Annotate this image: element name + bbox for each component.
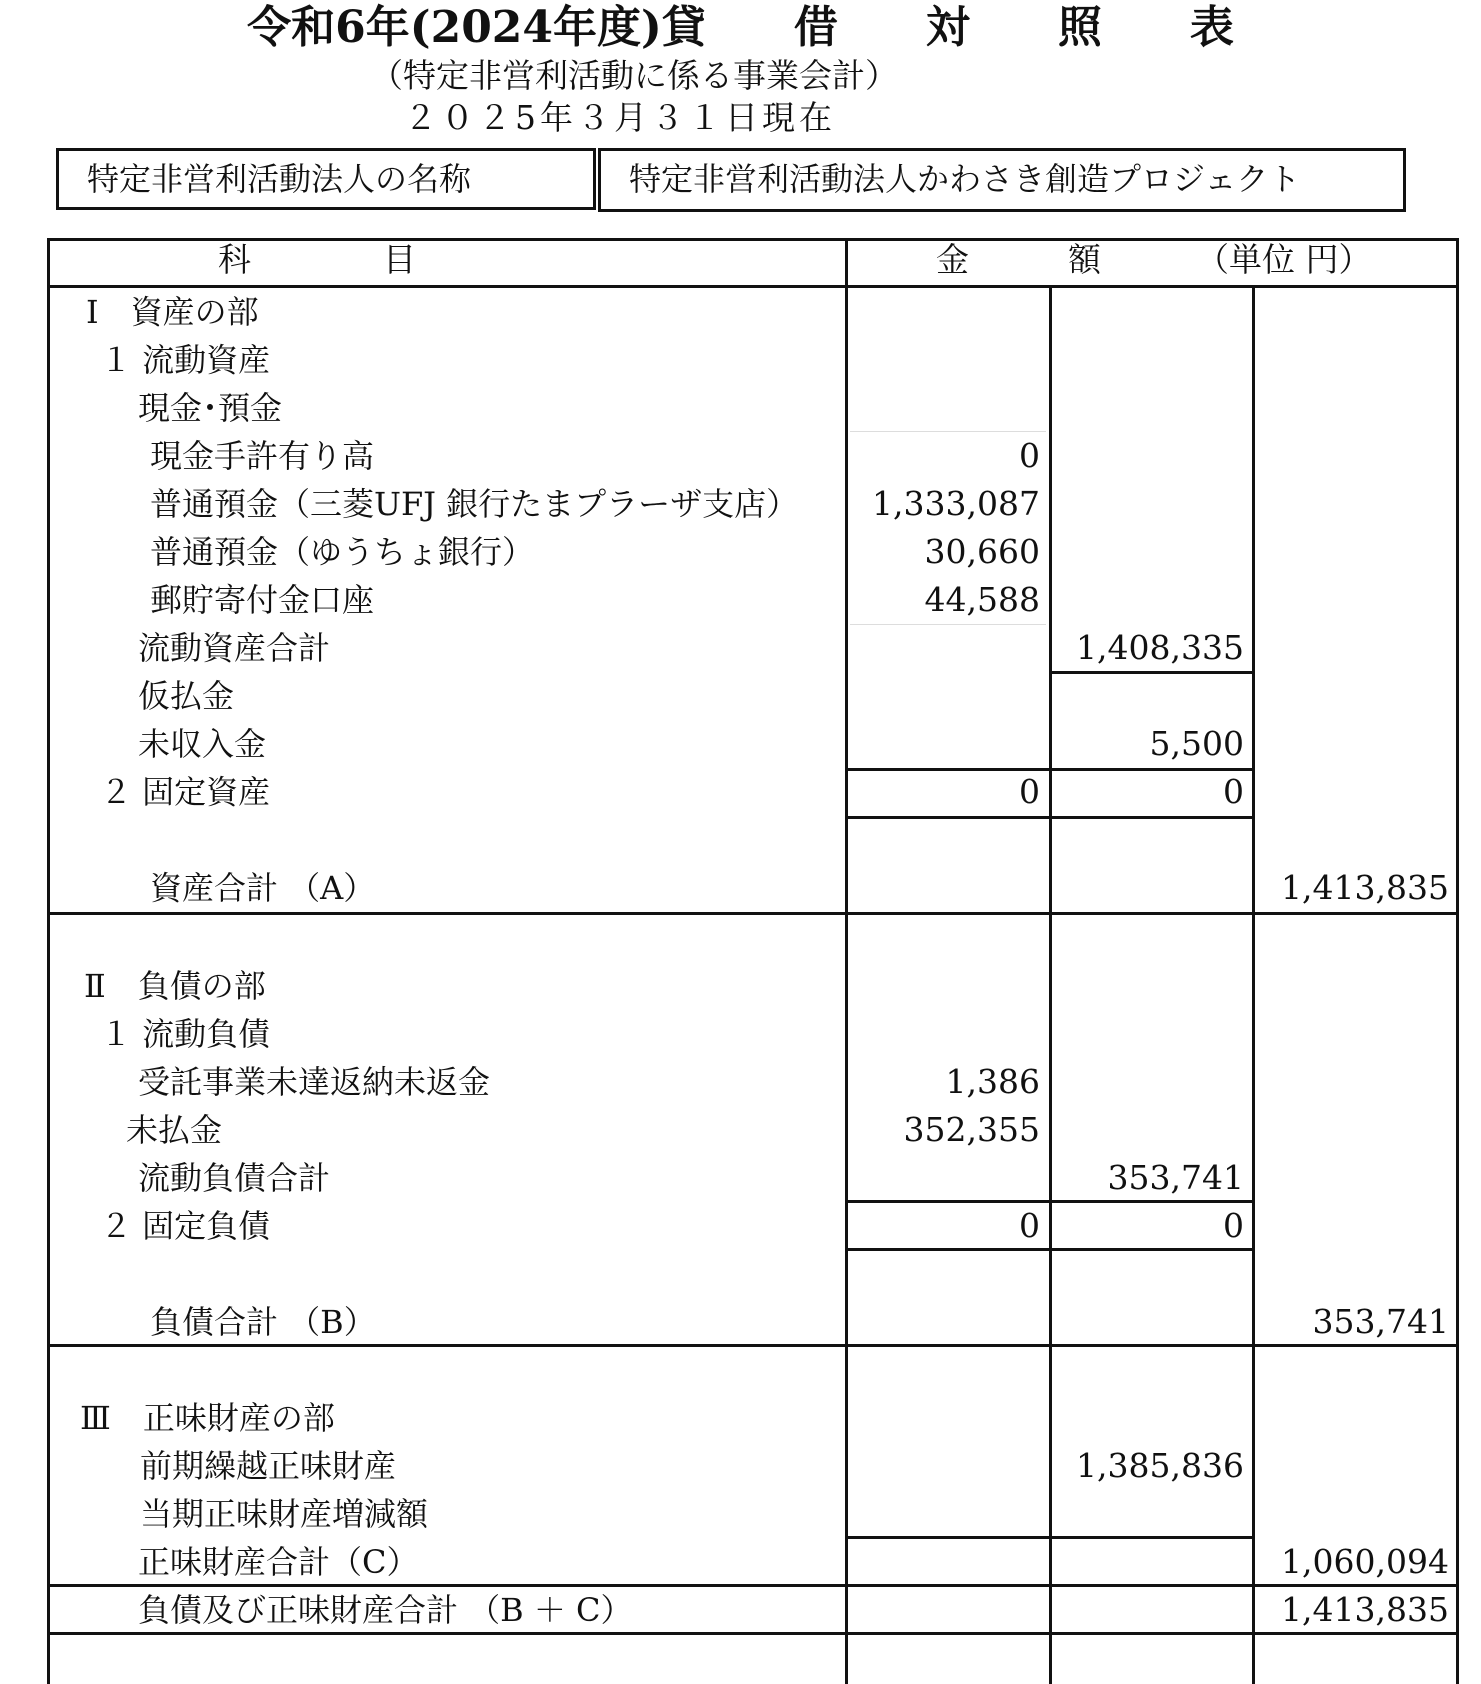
org-name-value: 特定非営利活動法人かわさき創造プロジェクト: [598, 148, 1406, 212]
consignment-refund-value: 1,386: [945, 1062, 1040, 1101]
cash-on-hand-label: 現金手許有り高: [150, 437, 375, 475]
deposit-mufg-label: 普通預金（三菱UFJ 銀行たまプラーザ支店）: [150, 485, 799, 523]
fixed-assets-bottom-line: [845, 816, 1253, 819]
fixed-assets-label: ２ 固定資産: [100, 773, 271, 811]
liabilities-total-value: 353,741: [1312, 1302, 1449, 1341]
liabilities-section-bottom-line: [47, 1344, 1459, 1347]
liabilities-net-total-label: 負債及び正味財産合計 （B ＋ C）: [138, 1591, 633, 1629]
suspense-payment-label: 仮払金: [138, 677, 235, 715]
cash-deposits-heading: 現金･預金: [138, 389, 283, 427]
current-liabilities-total-line: [845, 1200, 1253, 1203]
assets-section-heading: Ⅰ 資産の部: [86, 293, 259, 331]
assets-total-value: 1,413,835: [1281, 868, 1449, 907]
amount-col3-divider: [1252, 285, 1255, 1684]
document-title: 令和6年(2024年度)貸 借 対 照 表: [247, 2, 1234, 53]
header-amount: 金 額: [936, 240, 1101, 279]
fixed-liabilities-value-1: 0: [1019, 1206, 1040, 1245]
net-assets-total-value: 1,060,094: [1281, 1542, 1449, 1581]
assets-section-bottom-line: [47, 912, 1459, 915]
document-subtitle: （特定非営利活動に係る事業会計）: [370, 56, 898, 95]
current-assets-total-line: [1049, 671, 1253, 674]
cash-on-hand-value: 0: [1019, 436, 1040, 475]
net-assets-change-line: [845, 1536, 1253, 1539]
grand-total-bottom-line: [47, 1632, 1459, 1635]
prior-net-assets-value: 1,385,836: [1076, 1446, 1244, 1485]
liabilities-total-label: 負債合計 （B）: [150, 1303, 376, 1341]
liabilities-net-total-value: 1,413,835: [1281, 1590, 1449, 1629]
current-liabilities-total-label: 流動負債合計: [138, 1159, 331, 1197]
liabilities-section-heading: Ⅱ 負債の部: [84, 967, 266, 1005]
fixed-assets-value-1: 0: [1019, 772, 1040, 811]
postal-donation-label: 郵貯寄付金口座: [150, 581, 375, 619]
as-of-date: ２０２5年３月３１日現在: [404, 98, 836, 137]
current-assets-total-label: 流動資産合計: [138, 629, 331, 667]
current-assets-heading: １ 流動資産: [100, 341, 271, 379]
fixed-liabilities-label: ２ 固定負債: [100, 1207, 271, 1245]
net-assets-section-heading: Ⅲ 正味財産の部: [80, 1399, 335, 1437]
prior-net-assets-label: 前期繰越正味財産: [140, 1447, 397, 1485]
fixed-assets-value-2: 0: [1223, 772, 1244, 811]
deposit-mufg-value: 1,333,087: [872, 484, 1040, 523]
current-assets-total-value: 1,408,335: [1076, 628, 1244, 667]
current-liabilities-heading: １ 流動負債: [100, 1015, 271, 1053]
header-unit: （単位 円）: [1196, 240, 1372, 279]
fixed-liabilities-value-2: 0: [1223, 1206, 1244, 1245]
org-name-label: 特定非営利活動法人の名称: [56, 148, 596, 210]
accounts-payable-value: 352,355: [903, 1110, 1040, 1149]
net-assets-change-label: 当期正味財産増減額: [140, 1495, 429, 1533]
deposit-yucho-value: 30,660: [924, 532, 1040, 571]
accrued-income-value: 5,500: [1149, 724, 1244, 763]
net-assets-total-label: 正味財産合計（C）: [138, 1543, 419, 1581]
accounts-payable-label: 未払金: [126, 1111, 223, 1149]
assets-total-label: 資産合計 （A）: [150, 869, 376, 907]
current-liabilities-total-value: 353,741: [1107, 1158, 1244, 1197]
header-item: 科 目: [218, 240, 416, 279]
header-divider: [47, 285, 1459, 288]
deposit-yucho-label: 普通預金（ゆうちょ銀行）: [150, 533, 535, 571]
postal-donation-value: 44,588: [924, 580, 1040, 619]
accrued-income-label: 未収入金: [138, 725, 267, 763]
consignment-refund-label: 受託事業未達返納未返金: [138, 1063, 491, 1101]
fixed-liabilities-bottom-line: [845, 1248, 1253, 1251]
net-assets-total-bottom-line: [47, 1584, 1459, 1587]
